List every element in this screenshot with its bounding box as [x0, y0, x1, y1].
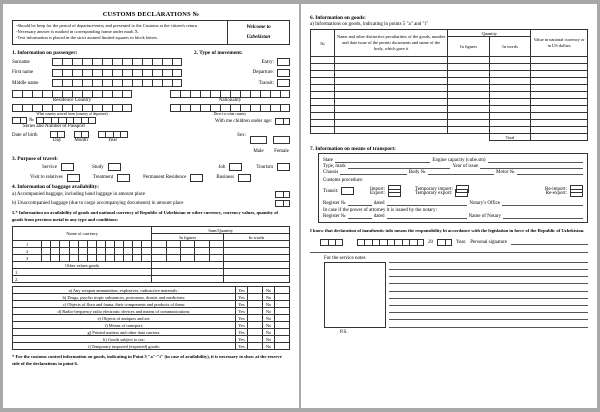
instruction-list: [13, 21, 227, 44]
no-checkbox[interactable]: [275, 322, 290, 329]
yes-checkbox[interactable]: [248, 343, 263, 350]
notary-office-input[interactable]: [502, 200, 583, 206]
goods-total-row: [311, 134, 588, 141]
male-checkbox[interactable]: [250, 136, 267, 144]
purpose-row-1: [12, 163, 290, 171]
passenger-block: [12, 48, 192, 88]
passport-label: Series and Number of Passport: [22, 124, 85, 130]
purpose-label-residence: Permanent Residence: [143, 175, 187, 181]
no-checkbox[interactable]: [275, 329, 290, 336]
middle-name-row: [12, 79, 192, 87]
question-text: a) Any weapon ammunition, explosives, radioactive materials :: [13, 287, 236, 294]
female-block: [273, 131, 290, 154]
purpose-label-business: Business: [216, 175, 235, 181]
section-7-heading: 7. Information on means of transport:: [310, 146, 396, 152]
middle-name-label: Middle name: [12, 80, 39, 86]
arrived-from-label: What country arrived from (country of departure): [36, 112, 108, 117]
no-label: No: [263, 322, 275, 329]
other-row-index: 2.: [13, 276, 152, 283]
question-text: c) Objects of flora and fauna, their components and products of them:: [13, 301, 236, 308]
goods-col-no: №: [311, 30, 335, 57]
table-row[interactable]: [311, 106, 588, 113]
dob-month-input[interactable]: [74, 131, 89, 138]
service-notes-area: [310, 262, 588, 328]
surname-label: Surname: [12, 59, 30, 65]
passport-number-input[interactable]: [36, 117, 96, 124]
welcome-badge: [227, 21, 289, 44]
yes-label: Yes: [236, 336, 248, 343]
procedure-row-2: [323, 186, 583, 197]
table-row[interactable]: [311, 113, 588, 120]
yes-label: Yes: [236, 343, 248, 350]
yes-label: Yes: [236, 322, 248, 329]
passport-block: [12, 117, 96, 129]
section-5-heading: 5.* Information on availability of goods and national currency of Republic of Uzbekistan or other currency, currency values, quantity of goods from precious metal in any type and conditions:: [12, 210, 279, 222]
question-text: i) Temporary imported (exported) goods:: [13, 343, 236, 350]
table-row[interactable]: [311, 57, 588, 64]
dated-input[interactable]: [387, 200, 468, 206]
total-label: Total: [489, 134, 530, 141]
no-label: No: [263, 294, 275, 301]
section-6-heading: 6. Information on goods:: [310, 15, 366, 21]
goods-col-words: In words: [489, 37, 530, 57]
question-text: b) Drugs, psycho tropic substances, poisonous, drastic and medicines:: [13, 294, 236, 301]
note-line[interactable]: [389, 291, 588, 292]
temp-export-checkbox[interactable]: [455, 189, 468, 197]
day-label: Day: [52, 138, 62, 144]
dob-year-input[interactable]: [98, 131, 128, 138]
sign-day-input[interactable]: [320, 239, 343, 246]
name-notary-label: Name of Notary: [468, 213, 502, 219]
state-label: State: [323, 157, 333, 163]
question-text: d) Radio-frequency radio electronic devices and means of communications:: [13, 308, 236, 315]
transit-label: Transit:: [258, 80, 274, 86]
male-block: [250, 131, 267, 154]
chassis-label: Chassis: [323, 169, 339, 175]
children-row: [215, 117, 290, 125]
baggage-row-a: [12, 191, 290, 198]
body-no-label: Body №: [408, 169, 426, 175]
arrived-from-block: [12, 104, 132, 116]
dated-input-2[interactable]: [387, 213, 467, 219]
yes-checkbox[interactable]: [248, 287, 263, 294]
passport-no-prefix: №: [29, 118, 34, 124]
purpose-label-service: Service: [42, 164, 57, 170]
purpose-label-study: Study: [92, 164, 104, 170]
nationality-input[interactable]: [170, 90, 290, 98]
no-label: No: [263, 336, 275, 343]
register-no-label: Register №: [323, 200, 346, 206]
baggage-input-a[interactable]: [275, 191, 290, 198]
table-row: [13, 287, 290, 294]
goods-table: [310, 29, 588, 141]
nationality-label: Nationality: [218, 98, 242, 104]
purpose-label-tourism: Tourism: [256, 164, 273, 170]
page-left: [3, 4, 299, 408]
note-line[interactable]: [389, 298, 588, 299]
purpose-checkbox-study[interactable]: [108, 163, 121, 171]
table-row: [13, 343, 290, 350]
baggage-label-b: b) Unaccompanied baggage (due to cargo accompanying documents) in amount place: [12, 201, 184, 207]
yes-checkbox[interactable]: [248, 329, 263, 336]
service-notes-lines[interactable]: [389, 262, 588, 328]
table-row: [13, 301, 290, 308]
transport-box: [318, 153, 588, 223]
purpose-checkbox-residence[interactable]: [190, 174, 203, 182]
welcome-line-2: Uzbekistan: [246, 34, 271, 41]
signature-label: Personal signature: [470, 239, 507, 245]
declaration-statement: I know that declaration of inauthentic info means the responsibility bi accordance with the legislation in force of the Republic of Uzbekistan.: [310, 228, 585, 233]
import-label: Import:: [370, 186, 385, 192]
year-prefix: 20: [428, 239, 433, 245]
baggage-input-b[interactable]: [275, 200, 290, 207]
signature-input[interactable]: [511, 239, 588, 245]
export-checkbox[interactable]: [388, 189, 401, 197]
purpose-row-2: [12, 174, 290, 182]
instruction-item: -Should be keep for the period of departure/entry and presented to the Customs at the citizen's return: [16, 23, 198, 28]
note-line[interactable]: [389, 327, 588, 328]
temp-import-label: Temporary import:: [415, 186, 453, 192]
sign-year-input[interactable]: [437, 239, 452, 246]
table-row[interactable]: [13, 241, 290, 248]
note-line[interactable]: [389, 312, 588, 313]
goods-header-top: [311, 30, 588, 37]
reimport-label: Re-import:: [545, 186, 567, 192]
currency-col-sum: Sum/Quantity: [152, 227, 290, 234]
yes-label: Yes: [236, 315, 248, 322]
currency-row-index: 1: [13, 241, 42, 248]
section-3-heading: 3. Purpose of travel:: [12, 156, 58, 163]
no-label: No: [263, 308, 275, 315]
currency-col-name: Name of currency: [13, 227, 152, 241]
no-checkbox[interactable]: [275, 336, 290, 343]
other-row-index: 1.: [13, 269, 152, 276]
motor-no-input[interactable]: [517, 169, 583, 175]
children-input[interactable]: [275, 118, 290, 125]
no-label: No: [263, 287, 275, 294]
direct-to-input[interactable]: [170, 104, 290, 112]
welcome-line-1: Welcome to: [246, 24, 271, 31]
note-line[interactable]: [389, 305, 588, 306]
dob-day-block: [50, 131, 65, 143]
note-line[interactable]: [389, 262, 588, 263]
question-text: g) Printed matters and other data carriers:: [13, 329, 236, 336]
transit-proc-checkbox[interactable]: [341, 187, 354, 195]
no-checkbox[interactable]: [275, 294, 290, 301]
yes-label: Yes: [236, 287, 248, 294]
reexport-checkbox[interactable]: [570, 189, 583, 197]
table-row: [13, 322, 290, 329]
first-name-row: [12, 69, 192, 77]
section-4-heading: 4. Information of baggage availability:: [12, 183, 99, 190]
note-line[interactable]: [389, 269, 588, 270]
table-row: [13, 329, 290, 336]
goods-col-name: Name and other distinctive peculiarities of the goods, number and date issue of the permit documents and name of the body, which gave it: [334, 30, 447, 57]
table-row[interactable]: [13, 276, 290, 283]
female-checkbox[interactable]: [273, 136, 290, 144]
ps-label: P.S.: [340, 329, 348, 335]
instruction-header: [12, 20, 290, 45]
direct-to-block: [170, 104, 290, 116]
chassis-row: [323, 169, 583, 175]
table-row[interactable]: [311, 71, 588, 78]
dated-label-2: dated: [373, 213, 385, 219]
transit-proc-label: Transit:: [323, 188, 339, 194]
passport-row: [12, 117, 96, 124]
sign-month-input[interactable]: [357, 239, 425, 246]
export-label: Export:: [370, 190, 385, 196]
male-label: Male: [253, 149, 264, 155]
chassis-input[interactable]: [340, 169, 406, 175]
purpose-checkbox-business[interactable]: [238, 174, 251, 182]
yes-label: Yes: [236, 329, 248, 336]
service-stamp-box[interactable]: [324, 262, 386, 328]
currency-col-figures: In figures: [152, 234, 224, 241]
note-line[interactable]: [389, 283, 588, 284]
notary-row: [323, 213, 583, 219]
goods-col-value: Value in national currency or in US dollars: [531, 30, 588, 57]
yes-checkbox[interactable]: [248, 315, 263, 322]
currency-row-index: 3: [13, 255, 42, 262]
page-right: [301, 4, 597, 408]
baggage-row-b: [12, 200, 290, 207]
residence-country-block: [12, 90, 132, 103]
page-title: CUSTOMS DECLARATIONS №: [102, 11, 200, 18]
questions-table: [12, 286, 290, 350]
departure-label: Departure:: [252, 70, 274, 76]
yes-checkbox[interactable]: [248, 301, 263, 308]
table-row[interactable]: [311, 85, 588, 92]
table-row: [13, 336, 290, 343]
instruction-item: -Text information is placed in the strict assined limited squares in block letters.: [16, 35, 159, 41]
purpose-label-visit: Visit to relatives: [30, 175, 63, 181]
table-row[interactable]: [311, 99, 588, 106]
dob-day-input[interactable]: [50, 131, 65, 138]
movement-block: [194, 48, 290, 88]
year-issue-label: Year of issue: [452, 163, 479, 169]
no-label: No: [263, 343, 275, 350]
surname-input[interactable]: [52, 58, 182, 66]
female-label: Female: [274, 149, 289, 155]
no-label: No: [263, 315, 275, 322]
yes-label: Yes: [236, 301, 248, 308]
total-value[interactable]: [531, 134, 588, 141]
goods-col-quantity: Quantity: [448, 30, 531, 37]
children-label: With me children under age:: [215, 119, 272, 125]
motor-no-label: Motor №: [496, 169, 515, 175]
transit-checkbox[interactable]: [277, 79, 290, 87]
departure-row: [194, 69, 290, 77]
departure-checkbox[interactable]: [277, 69, 290, 77]
section-6-sub: a) Informations on goods, indicating in points 5 "a" and "i": [310, 22, 429, 27]
yes-checkbox[interactable]: [248, 336, 263, 343]
purpose-checkbox-treatment[interactable]: [117, 174, 130, 182]
service-notes-label: For the service notes: [324, 255, 366, 261]
direct-to-label: Direct to what country: [213, 112, 247, 117]
other-values-header: [13, 262, 290, 269]
table-row[interactable]: [311, 78, 588, 85]
dob-year-block: [98, 131, 128, 143]
no-checkbox[interactable]: [275, 343, 290, 350]
signature-row: [310, 239, 588, 246]
goods-col-figures: In figures: [448, 37, 489, 57]
transit-row: [194, 79, 290, 87]
footnote: * For the customs control information on goods, indicating in Point 5 "a"-"i" (in case of availability), it is necessary to show at the reserve side of the declarations in point 6.: [12, 354, 282, 367]
temp-export-label: Temporary export:: [415, 190, 453, 196]
engine-label: Engine capacity (cube.sm): [432, 157, 486, 163]
yes-label: Yes: [236, 294, 248, 301]
table-row[interactable]: [311, 92, 588, 99]
other-values-label: Other values goods: [13, 262, 152, 269]
year-label: Year: [107, 138, 118, 144]
table-row[interactable]: [13, 248, 290, 255]
residence-country-label: Residence Country: [52, 98, 92, 104]
type-mark-label: Type, mark: [323, 163, 346, 169]
yes-label: Yes: [236, 308, 248, 315]
name-notary-input[interactable]: [503, 213, 583, 219]
first-name-label: First name: [12, 70, 34, 76]
year-suffix-label: Year.: [456, 239, 467, 245]
surname-row: [12, 58, 192, 66]
purpose-label-job: Job: [218, 164, 226, 170]
no-checkbox[interactable]: [275, 287, 290, 294]
table-row[interactable]: [311, 120, 588, 127]
table-row[interactable]: [13, 255, 290, 262]
dob-label: Date of birth: [12, 133, 38, 139]
section-2-heading: 2. Type of movement:: [194, 49, 243, 56]
passport-series-input[interactable]: [12, 117, 27, 124]
dated-label: dated: [373, 200, 385, 206]
arrived-from-input[interactable]: [12, 104, 132, 112]
register-no-label-2: Register №: [323, 213, 346, 219]
first-name-input[interactable]: [52, 69, 182, 77]
note-line[interactable]: [389, 319, 588, 320]
yes-checkbox[interactable]: [248, 322, 263, 329]
instruction-item: -Necessary answer is marked in corresponding frame under mark X.: [16, 29, 139, 35]
no-label: No: [263, 329, 275, 336]
table-row[interactable]: [311, 64, 588, 71]
table-row: [13, 294, 290, 301]
nationality-block: [170, 90, 290, 103]
no-checkbox[interactable]: [275, 301, 290, 308]
no-checkbox[interactable]: [275, 308, 290, 315]
purpose-checkbox-service[interactable]: [61, 163, 74, 171]
baggage-label-a: a) Accompanied baggage, including hand luggage in amount place: [12, 191, 146, 197]
customs-procedure-label: Customs procedure:: [323, 178, 364, 183]
table-row[interactable]: [13, 269, 290, 276]
currency-row-index: 2: [13, 248, 42, 255]
attorney-note: In case if the power of attorney it is issued by the notary:: [323, 208, 437, 213]
currency-col-words: In words: [224, 234, 290, 241]
question-text: h) Goods subject to tax:: [13, 336, 236, 343]
register-no-input-2[interactable]: [348, 213, 372, 219]
note-line[interactable]: [389, 276, 588, 277]
purpose-label-treatment: Treatment: [92, 175, 114, 181]
reexport-label: Re-export:: [545, 190, 567, 196]
register-row: [323, 200, 583, 206]
notary-office-label: Notary's Office: [469, 200, 501, 206]
register-no-input[interactable]: [348, 200, 372, 206]
question-text: e) Objects of antiques and art:: [13, 315, 236, 322]
residence-country-input[interactable]: [12, 90, 132, 98]
currency-table: [12, 226, 290, 283]
yes-checkbox[interactable]: [248, 294, 263, 301]
month-label: Month: [74, 138, 88, 144]
purpose-checkbox-visit[interactable]: [67, 174, 80, 182]
entry-label: Entry:: [261, 59, 274, 65]
middle-name-input[interactable]: [52, 79, 182, 87]
no-label: No: [263, 301, 275, 308]
purpose-checkbox-job[interactable]: [229, 163, 242, 171]
question-text: f) Means of transport:: [13, 322, 236, 329]
body-no-input[interactable]: [428, 169, 494, 175]
no-checkbox[interactable]: [275, 315, 290, 322]
section-1-heading: 1. Information on passenger:: [12, 49, 78, 56]
yes-checkbox[interactable]: [248, 308, 263, 315]
table-row[interactable]: [311, 127, 588, 134]
entry-checkbox[interactable]: [277, 58, 290, 66]
table-row: [13, 308, 290, 315]
currency-table-header-top: [13, 227, 290, 234]
table-row: [13, 315, 290, 322]
entry-row: [194, 58, 290, 66]
purpose-checkbox-tourism[interactable]: [277, 163, 290, 171]
dob-month-block: [74, 131, 89, 143]
sex-label: Sex:: [237, 133, 246, 139]
